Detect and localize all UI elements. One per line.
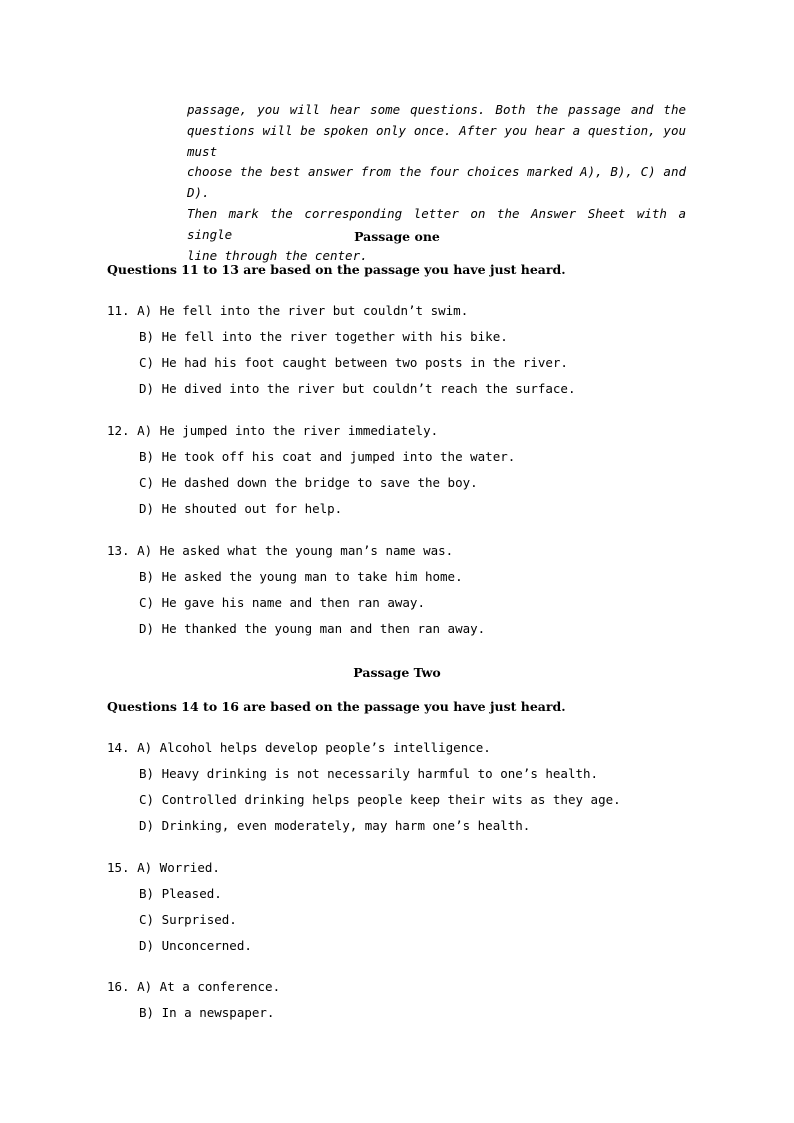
directions-line: line through the center. <box>187 247 368 263</box>
option-b: B) He fell into the river together with his bike. <box>139 329 508 344</box>
option-b: B) He took off his coat and jumped into the water. <box>139 449 516 464</box>
question-13 <box>107 538 707 642</box>
option-d: D) Unconcerned. <box>139 938 252 953</box>
passage-one-title: Passage one <box>354 229 440 244</box>
option-d: D) He dived into the river but couldn’t reach the surface. <box>139 381 576 396</box>
option-a: A) He jumped into the river immediately. <box>137 423 439 438</box>
option-c: C) Controlled drinking helps people keep their wits as they age. <box>139 792 621 807</box>
question-number: 11. <box>107 303 130 318</box>
passage-two-title: Passage Two <box>353 665 441 680</box>
passage-one-instruction: Questions 11 to 13 are based on the passage you have just heard. <box>107 262 566 277</box>
option-a: A) At a conference. <box>137 979 281 994</box>
option-a: A) He fell into the river but couldn’t swim. <box>137 303 469 318</box>
option-a: A) Worried. <box>137 860 220 875</box>
option-d: D) He thanked the young man and then ran away. <box>139 621 486 636</box>
question-14 <box>107 735 707 839</box>
option-c: C) He gave his name and then ran away. <box>139 595 425 610</box>
option-b: B) In a newspaper. <box>139 1005 275 1020</box>
question-15 <box>107 855 707 959</box>
directions-line: questions will be spoken only once. After you hear a question, you must <box>187 122 686 159</box>
question-number: 13. <box>107 543 130 558</box>
question-16 <box>107 974 707 1026</box>
question-11 <box>107 298 707 402</box>
option-c: C) He dashed down the bridge to save the boy. <box>139 475 478 490</box>
option-a: A) Alcohol helps develop people’s intelligence. <box>137 740 491 755</box>
option-b: B) Heavy drinking is not necessarily harmful to one’s health. <box>139 766 599 781</box>
option-b: B) He asked the young man to take him home. <box>139 569 463 584</box>
option-c: C) Surprised. <box>139 912 237 927</box>
option-b: B) Pleased. <box>139 886 222 901</box>
option-d: D) Drinking, even moderately, may harm one’s health. <box>139 818 531 833</box>
passage-two-instruction: Questions 14 to 16 are based on the passage you have just heard. <box>107 699 566 714</box>
question-12 <box>107 418 707 522</box>
directions-line: choose the best answer from the four choices marked A), B), C) and D). <box>187 164 686 201</box>
question-number: 15. <box>107 860 130 875</box>
question-number: 14. <box>107 740 130 755</box>
question-number: 12. <box>107 423 130 438</box>
option-c: C) He had his foot caught between two posts in the river. <box>139 355 568 370</box>
option-d: D) He shouted out for help. <box>139 501 343 516</box>
option-a: A) He asked what the young man’s name was. <box>137 543 454 558</box>
directions-line: Then mark the corresponding letter on the Answer Sheet with a single <box>187 205 686 242</box>
question-number: 16. <box>107 979 130 994</box>
directions-line: passage, you will hear some questions. Both the passage and the <box>187 102 686 117</box>
